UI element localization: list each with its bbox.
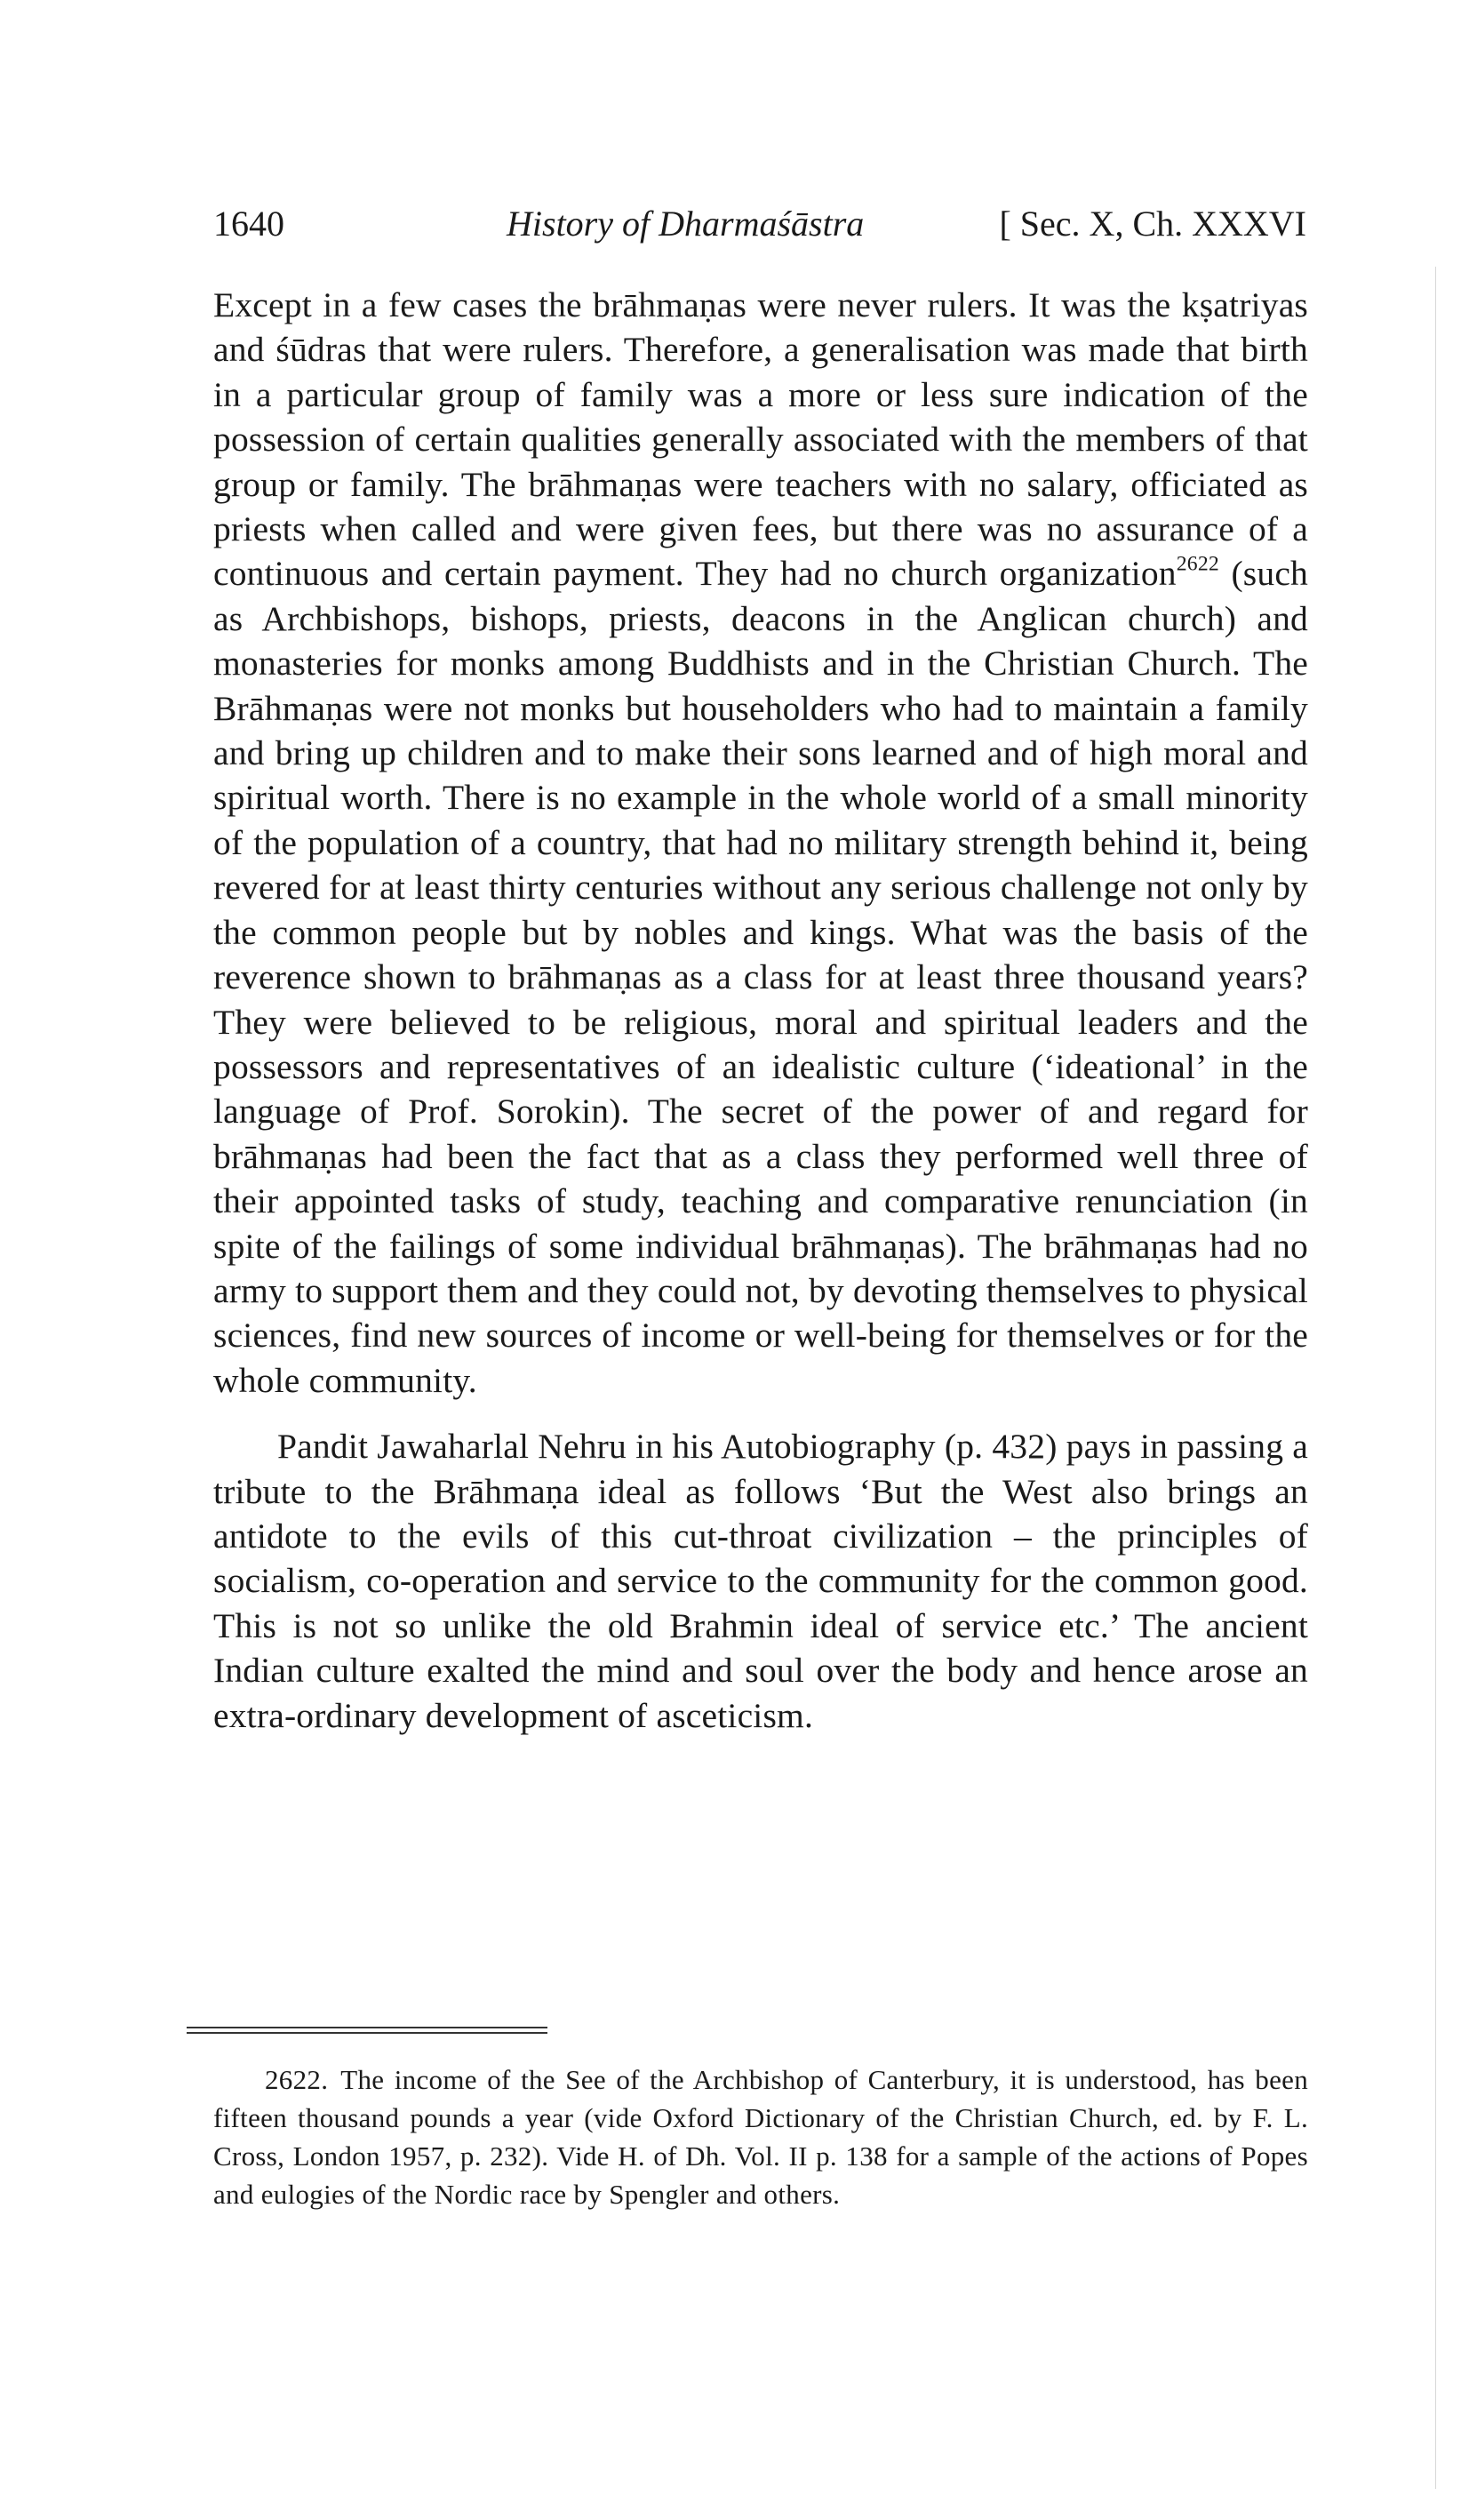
footnote-separator	[187, 2027, 547, 2036]
scan-edge-line	[1435, 267, 1436, 2489]
footnote-number: 2622.	[265, 2064, 329, 2095]
running-title: History of Dharmaśāstra	[507, 204, 865, 244]
paragraph-1-text-b: (such as Archbishops, bishops, priests, deacons in the Anglican church) and monasteries for monks among Buddhists and in the Christian Church. The Brāhmaṇas were not monks but householders who had to maintain a family and bring up children and to make their sons learned and of high moral and spiritual worth. There is no example in the whole world of a small minority of the population of a country, that had no military strength behind it, being revered for at least thirty centuries without any serious challenge not only by the common people but by nobles and kings. What was the basis of the reverence shown to brāhmaṇas as a class for at least three thousand years? They were believed to be religious, moral and spiritual leaders and the possessors and representatives of an idealistic culture (‘ideational’ in the language of Prof. Sorokin). The secret of the power of and regard for brāhmaṇas had been the fact that as a class they performed well three of their appointed tasks of study, teaching and comparative renunciation (in spite of the failings of some individual brāhmaṇas). The brāhmaṇas had no army to support them and they could not, by devoting themselves to physical sciences, find new sources of income or well-being for themselves or for the whole community.	[213, 554, 1308, 1400]
footnote-text: The income of the See of the Archbishop of Canterbury, it is understood, has been fifteen thousand pounds a year (vide Oxford Dictionary of the Christian Church, ed. by F. L. Cross, London 1957, p. 232). Vide H. of Dh. Vol. II p. 138 for a sample of the actions of Popes and eulogies of the Nordic race by Spengler and others.	[213, 2064, 1308, 2210]
paragraph-1-text-a: Except in a few cases the brāhmaṇas were never rulers. It was the kṣatriyas and śūdras that were rulers. Therefore, a generalisation was made that birth in a particular group of family was a more or less sure indication of the possession of certain qualities generally associated with the members of that group or family. The brāhmaṇas were teachers with no salary, officiated as priests when called and were given fees, but there was no assurance of a continuous and certain payment. They had no church organization	[213, 285, 1308, 594]
section-reference: [ Sec. X, Ch. XXXVI	[999, 204, 1306, 244]
footnotes	[213, 2060, 1308, 2213]
page-number: 1640	[213, 204, 284, 244]
running-header	[213, 197, 1306, 251]
footnote-reference: 2622	[1176, 552, 1219, 576]
paragraph-2: Pandit Jawaharlal Nehru in his Autobiography (p. 432) pays in passing a tribute to the Brāhmaṇa ideal as follows ‘But the West also brings an antidote to the evils of this cut-throat civilization – the principles of socialism, co-operation and service to the community for the common good. This is not so unlike the old Brahmin ideal of service etc.’ The ancient Indian culture exalted the mind and soul over the body and hence arose an extra-ordinary development of asceticism.	[213, 1427, 1308, 1735]
paragraph-1	[213, 283, 1308, 1403]
main-text	[213, 283, 1308, 1738]
footnote-item	[213, 2060, 1308, 2213]
